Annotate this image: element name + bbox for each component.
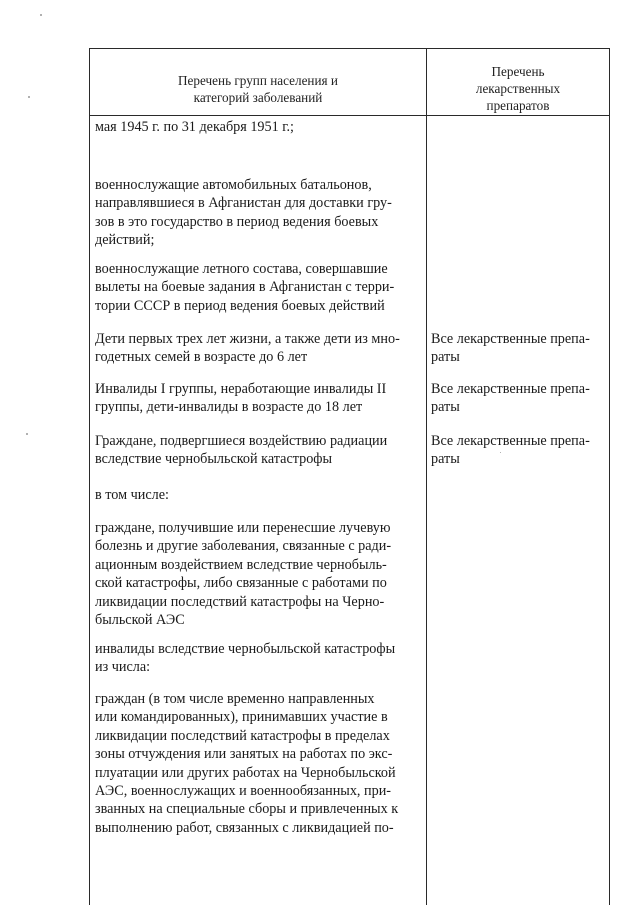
header-col2-line: препаратов bbox=[486, 98, 550, 113]
row-disabled-groups: Инвалиды I группы, неработающие инвалиды II группы, дети-инвалиды в возрасте до 18 лет bbox=[95, 381, 387, 416]
header-col2-line: Перечень bbox=[491, 64, 545, 79]
scan-speck bbox=[40, 14, 42, 16]
scan-speck bbox=[500, 452, 501, 453]
header-population-groups bbox=[90, 72, 426, 106]
table-left-border bbox=[89, 48, 90, 905]
drug-all-medicines: Все лекарственные препа- раты bbox=[431, 381, 590, 416]
row-chernobyl-citizens: Граждане, подвергшиеся воздействию радиации вследствие чернобыльской катастрофы bbox=[95, 433, 388, 468]
drug-all-medicines: Все лекарственные препа- раты bbox=[431, 331, 590, 366]
row-flight-personnel: военнослужащие летного состава, совершавшие вылеты на боевые задания в Афганистан с терри- тории СССР в период ведения боевых действий bbox=[95, 261, 395, 314]
header-col2-line: лекарственных bbox=[475, 81, 561, 96]
row-continuation-text: мая 1945 г. по 31 декабря 1951 г.; bbox=[95, 119, 294, 135]
row-children-under-3: Дети первых трех лет жизни, а также дети из мно- годетных семей в возрасте до 6 лет bbox=[95, 331, 400, 366]
column-divider bbox=[426, 48, 427, 905]
scan-speck bbox=[28, 96, 30, 98]
table-right-border bbox=[609, 48, 610, 905]
table-top-border bbox=[89, 48, 610, 49]
header-medicines-list bbox=[427, 63, 609, 114]
row-radiation-sickness: граждане, получившие или перенесшие лучевую болезнь и другие заболевания, связанные с ради- ационным воздействием вследствие чернобыль- ской катастрофы, либо связанные с работами по ликвидации последствий катастрофы на Черно- быльской АЭС bbox=[95, 520, 392, 629]
drug-all-medicines: Все лекарственные препа- раты bbox=[431, 433, 590, 468]
row-including: в том числе: bbox=[95, 487, 169, 503]
row-liquidation-participants: граждан (в том числе временно направленных или командированных), принимавших участие в ликвидации последствий катастрофы в пределах зоны отчуждения или занятых на работах по экс- плуатации или других работах на Чернобыльской АЭС, военнослужащих и военнообязанных, при- званных на специальные сборы и привлеченных к выполнению работ, связанных с ликвидацией по- bbox=[95, 691, 399, 836]
row-chernobyl-disabled: инвалиды вследствие чернобыльской катастрофы из числа: bbox=[95, 641, 396, 676]
header-col1-line: категорий заболеваний bbox=[193, 90, 323, 105]
header-bottom-border bbox=[89, 115, 610, 116]
row-auto-battalions: военнослужащие автомобильных батальонов, направлявшиеся в Афганистан для доставки гру- зов в это государство в период ведения боевых действий; bbox=[95, 177, 392, 249]
header-col1-line: Перечень групп населения и bbox=[178, 73, 338, 88]
scan-speck bbox=[26, 433, 28, 435]
